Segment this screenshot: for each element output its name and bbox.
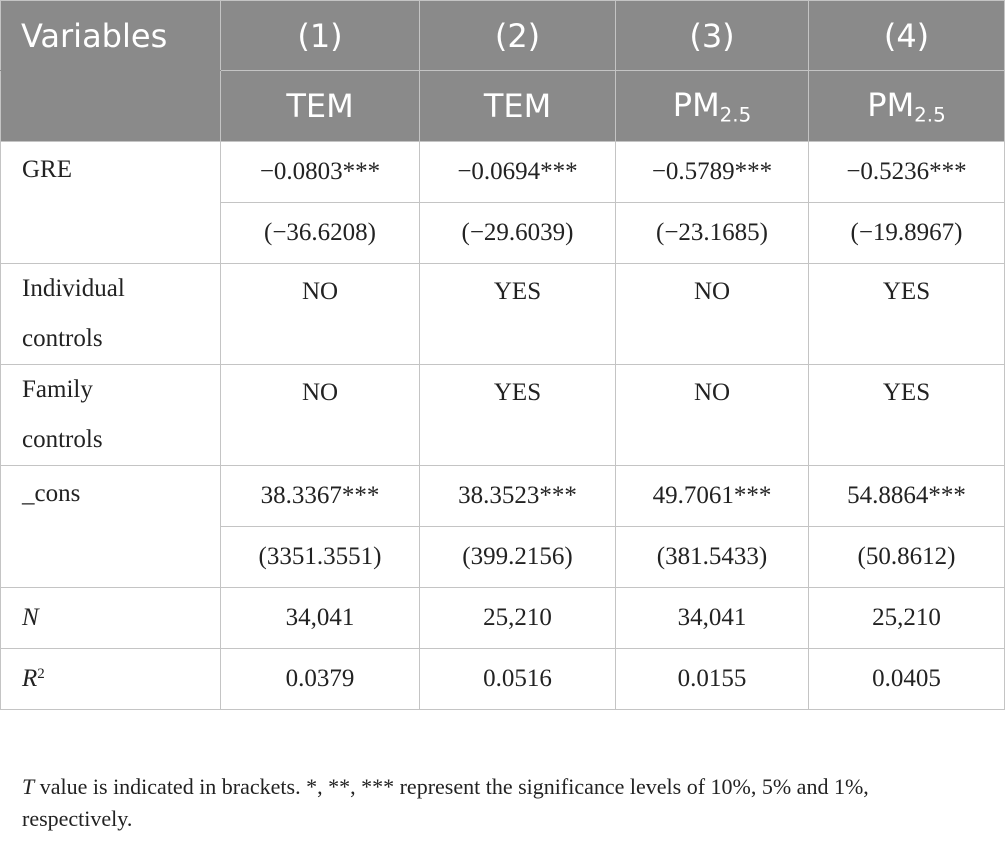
header-row-depvars xyxy=(1,71,1005,142)
gre-coef-4: −0.5236*** xyxy=(809,142,1005,203)
cons-tval-1: (3351.3551) xyxy=(221,527,420,588)
gre-coef-1: −0.0803*** xyxy=(221,142,420,203)
gre-tval-2: (−29.6039) xyxy=(420,203,616,264)
depvar-col-4 xyxy=(809,71,1005,142)
individual-controls-line1: Individual xyxy=(22,275,125,302)
table-row-n xyxy=(1,588,1005,649)
header-col-2: (2) xyxy=(420,1,616,71)
r2-label-base: R xyxy=(22,665,38,692)
family-controls-line1: Family xyxy=(22,376,93,403)
footnote-text: value is indicated in brackets. *, **, *** represent the significance levels of 10%, 5% and 1%, respectively. xyxy=(22,774,869,831)
n-2: 25,210 xyxy=(420,588,616,649)
gre-coef-3: −0.5789*** xyxy=(616,142,809,203)
table-row-gre-coef xyxy=(1,142,1005,203)
depvar-col-3 xyxy=(616,71,809,142)
individual-controls-1: NO xyxy=(221,264,420,365)
header-col-1: (1) xyxy=(221,1,420,71)
cons-coef-3: 49.7061*** xyxy=(616,466,809,527)
footnote-t-letter: T xyxy=(22,774,35,799)
row-label-n: N xyxy=(1,588,221,649)
row-label-family-controls xyxy=(1,365,221,466)
header-row-columns xyxy=(1,1,1005,71)
individual-controls-3: NO xyxy=(616,264,809,365)
header-col-4: (4) xyxy=(809,1,1005,71)
cons-tval-4: (50.8612) xyxy=(809,527,1005,588)
individual-controls-2: YES xyxy=(420,264,616,365)
depvar-col-4-sub: 2.5 xyxy=(914,103,946,127)
table-row-r2 xyxy=(1,649,1005,710)
family-controls-line2: controls xyxy=(22,426,103,453)
table-row-cons-coef xyxy=(1,466,1005,527)
depvar-col-3-base: PM xyxy=(672,85,720,124)
row-label-gre: GRE xyxy=(1,142,221,264)
row-label-cons: _cons xyxy=(1,466,221,588)
family-controls-3: NO xyxy=(616,365,809,466)
cons-coef-1: 38.3367*** xyxy=(221,466,420,527)
row-label-individual-controls xyxy=(1,264,221,365)
r2-label-sup: 2 xyxy=(37,665,45,682)
cons-tval-3: (381.5433) xyxy=(616,527,809,588)
header-variables: Variables xyxy=(1,1,221,71)
family-controls-4: YES xyxy=(809,365,1005,466)
r2-1: 0.0379 xyxy=(221,649,420,710)
table-row-individual-controls xyxy=(1,264,1005,365)
row-label-r2 xyxy=(1,649,221,710)
cons-coef-2: 38.3523*** xyxy=(420,466,616,527)
n-3: 34,041 xyxy=(616,588,809,649)
r2-3: 0.0155 xyxy=(616,649,809,710)
gre-tval-4: (−19.8967) xyxy=(809,203,1005,264)
r2-4: 0.0405 xyxy=(809,649,1005,710)
gre-tval-1: (−36.6208) xyxy=(221,203,420,264)
n-1: 34,041 xyxy=(221,588,420,649)
family-controls-1: NO xyxy=(221,365,420,466)
family-controls-2: YES xyxy=(420,365,616,466)
depvar-col-2: TEM xyxy=(420,71,616,142)
table-footnote xyxy=(22,771,982,835)
individual-controls-line2: controls xyxy=(22,325,103,352)
depvar-col-1: TEM xyxy=(221,71,420,142)
header-col-3: (3) xyxy=(616,1,809,71)
cons-coef-4: 54.8864*** xyxy=(809,466,1005,527)
depvar-col-3-sub: 2.5 xyxy=(719,103,752,127)
header-blank-cell xyxy=(1,71,221,142)
depvar-col-4-base: PM xyxy=(867,85,915,124)
individual-controls-4: YES xyxy=(809,264,1005,365)
cons-tval-2: (399.2156) xyxy=(420,527,616,588)
gre-tval-3: (−23.1685) xyxy=(616,203,809,264)
r2-2: 0.0516 xyxy=(420,649,616,710)
gre-coef-2: −0.0694*** xyxy=(420,142,616,203)
table-row-family-controls xyxy=(1,365,1005,466)
n-4: 25,210 xyxy=(809,588,1005,649)
